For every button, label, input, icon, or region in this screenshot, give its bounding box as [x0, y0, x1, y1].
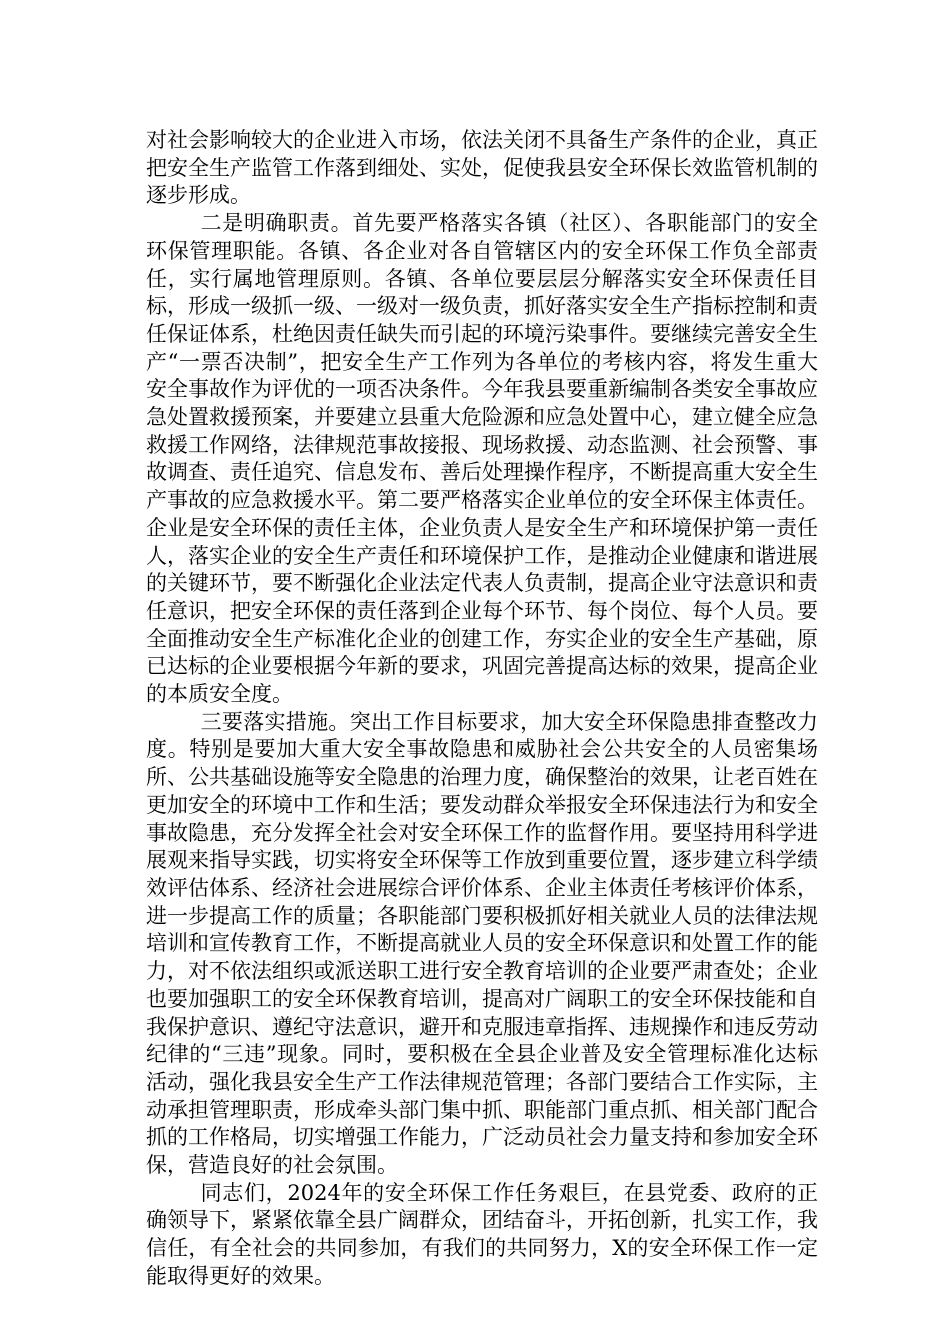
paragraph-measures: 三要落实措施。突出工作目标要求，加大安全环保隐患排查整改力度。特别是要加大重大安全事故隐患和威胁社会公共安全的人员密集场所、公共基础设施等安全隐患的治理力度，确保整治的效果，让老百姓在更加安全的环境中工作和生活；要发动群众举报安全环保违法行为和安全事故隐患，充分发挥全社会对安全环保工作的监督作用。要坚持用科学进展观来指导实践，切实将安全环保等工作放到重要位置，逐步建立科学绩效评估体系、经济社会进展综合评价体系、企业主体责任考核评价体系，进一步提高工作的质量；各职能部门要积极抓好相关就业人员的法律法规培训和宣传教育工作，不断提高就业人员的安全环保意识和处置工作的能力，对不依法组织或派送职工进行安全教育培训的企业要严肃查处；企业也要加强职工的安全环保教育培训，提高对广阔职工的安全环保技能和自我保护意识、遵纪守法意识，避开和克服违章指挥、违规操作和违反劳动纪律的“三违”现象。同时，要积极在全县企业普及安全管理标准化达标活动，强化我县安全生产工作法律规范管理；各部门要结合工作实际，主动承担管理职责，形成牵头部门集中抓、职能部门重点抓、相关部门配合抓的工作格局，切实增强工作能力，广泛动员社会力量支持和参加安全环保，营造良好的社会氛围。 — [146, 709, 818, 1178]
paragraph-continuation: 对社会影响较大的企业进入市场，依法关闭不具备生产条件的企业，真正把安全生产监管工作落到细处、实处，促使我县安全环保长效监管机制的逐步形成。 — [146, 128, 818, 208]
paragraph-closing: 同志们，2024年的安全环保工作任务艰巨，在县党委、政府的正确领导下，紧紧依靠全县广阔群众，团结奋斗，开拓创新，扎实工作，我信任，有全社会的共同参加，有我们的共同努力，X的安全环保工作一定能取得更好的效果。 — [146, 1180, 818, 1288]
document-body — [146, 127, 818, 1291]
paragraph-responsibilities: 二是明确职责。首先要严格落实各镇（社区）、各职能部门的安全环保管理职能。各镇、各企业对各自管辖区内的安全环保工作负全部责任，实行属地管理原则。各镇、各单位要层层分解落实安全环保责任目标，形成一级抓一级、一级对一级负责，抓好落实安全生产指标控制和责任保证体系，杜绝因责任缺失而引起的环境污染事件。要继续完善安全生产“一票否决制”，把安全生产工作列为各单位的考核内容，将发生重大安全事故作为评优的一项否决条件。今年我县要重新编制各类安全事故应急处置救援预案，并要建立县重大危险源和应急处置中心，建立健全应急救援工作网络，法律规范事故接报、现场救援、动态监测、社会预警、事故调查、责任追究、信息发布、善后处理操作程序，不断提高重大安全生产事故的应急救援水平。第二要严格落实企业单位的安全环保主体责任。企业是安全环保的责任主体，企业负责人是安全生产和环境保护第一责任人，落实企业的安全生产责任和环境保护工作，是推动企业健康和谐进展的关键环节，要不断强化企业法定代表人负责制，提高企业守法意识和责任意识，把安全环保的责任落到企业每个环节、每个岗位、每个人员。要全面推动安全生产标准化企业的创建工作，夯实企业的安全生产基础，原已达标的企业要根据今年新的要求，巩固完善提高达标的效果，提高企业的本质安全度。 — [146, 211, 818, 707]
